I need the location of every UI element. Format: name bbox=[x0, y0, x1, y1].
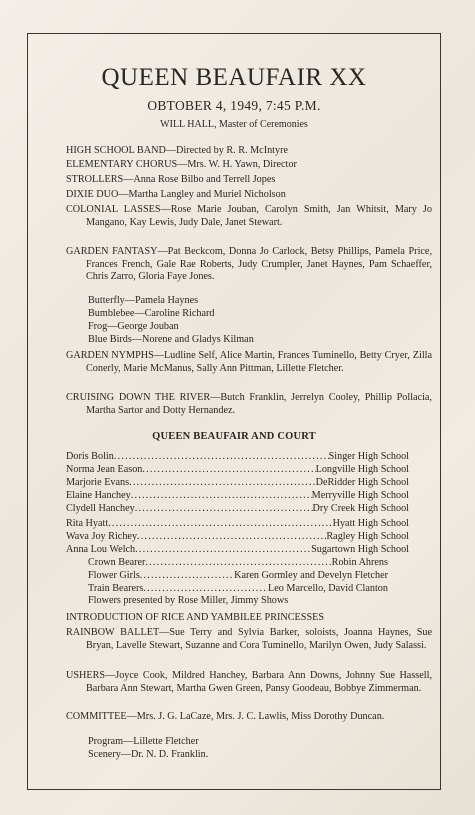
court-school: Ragley High School bbox=[326, 531, 409, 542]
court-name: Wava Joy Richey bbox=[66, 531, 138, 542]
program-item-rainbow-ballet: RAINBOW BALLET—Sue Terry and Sylvia Barker, soloists, Joanna Haynes, Sue Bryan, Lavelle Stewart, Suzanne and Cora Tuminello, Marilyn Owen, Judy Salassi. bbox=[66, 627, 432, 651]
program-item-garden-fantasy: GARDEN FANTASY—Pat Beckcom, Donna Jo Carlock, Betsy Phillips, Pamela Price, Frances French, Gale Rae Roberts, Judy Crumpler, Janet Haynes, Pam Schaeffer, Chris Zarro, Gloria Faye Jones. bbox=[66, 246, 432, 283]
ushers-list: USHERS—Joyce Cook, Mildred Hanchey, Barbara Ann Downs, Johnny Sue Hassell, Barbara Ann Stewart, Martha Gwen Green, Pansy Goodeau, Bobbye Zimmerman. bbox=[66, 670, 432, 694]
fantasy-role: Bumblebee—Caroline Richard bbox=[88, 308, 215, 319]
committee-list: COMMITTEE—Mrs. J. G. LaCaze, Mrs. J. C. Lawlis, Miss Dorothy Duncan. bbox=[66, 711, 385, 722]
event-date: OBTOBER 4, 1949, 7:45 P.M. bbox=[147, 98, 321, 113]
program-item-colonial-lasses: COLONIAL LASSES—Rose Marie Jouban, Carolyn Smith, Jan Whitsit, Mary Jo Mangano, Kay Lewis, Judy Dale, Janet Stewart. bbox=[66, 204, 432, 228]
program-item-chorus: ELEMENTARY CHORUS—Mrs. W. H. Yawn, Director bbox=[66, 159, 297, 170]
attendant-role: Crown Bearer bbox=[88, 557, 146, 568]
program-credit: Program—Lillette Fletcher bbox=[88, 736, 199, 747]
page-title: QUEEN BEAUFAIR XX bbox=[101, 64, 367, 91]
court-row bbox=[66, 518, 409, 531]
court-school: Longville High School bbox=[315, 464, 409, 475]
leader-dots bbox=[145, 557, 331, 570]
fantasy-role: Butterfly—Pamela Haynes bbox=[88, 295, 199, 306]
court-name: Norma Jean Eason bbox=[66, 464, 143, 475]
leader-dots bbox=[142, 464, 315, 477]
master-of-ceremonies: WILL HALL, Master of Ceremonies bbox=[160, 119, 308, 130]
flowers-presented: Flowers presented by Rose Miller, Jimmy Shows bbox=[88, 595, 289, 606]
program-item-band: HIGH SCHOOL BAND—Directed by R. R. McIntyre bbox=[66, 145, 289, 156]
court-name: Clydell Hanchey bbox=[66, 503, 135, 514]
attendant-role: Train Bearers bbox=[88, 583, 144, 594]
court-row bbox=[66, 503, 409, 516]
program-item-strollers: STROLLERS—Anna Rose Bilbo and Terrell Jopes bbox=[66, 174, 276, 185]
court-school: Singer High School bbox=[328, 451, 409, 462]
court-row bbox=[66, 477, 409, 490]
leader-dots bbox=[137, 531, 326, 544]
court-row bbox=[66, 531, 409, 544]
court-school: Dry Creek High School bbox=[312, 503, 409, 514]
leader-dots bbox=[140, 570, 234, 583]
court-row bbox=[66, 451, 409, 464]
attendant-row bbox=[88, 583, 388, 596]
attendant-role: Flower Girls bbox=[88, 570, 140, 581]
attendant-names: Karen Gormley and Develyn Fletcher bbox=[234, 570, 388, 581]
court-school: Hyatt High School bbox=[332, 518, 409, 529]
leader-dots bbox=[143, 583, 268, 596]
court-school: DeRidder High School bbox=[315, 477, 409, 488]
program-item-garden-nymphs: GARDEN NYMPHS—Ludline Self, Alice Martin, Frances Tuminello, Betty Cryer, Zilla Conerly, Marie McManus, Sally Ann Pittman, Lillette Fletcher. bbox=[66, 350, 432, 374]
attendant-names: Leo Marcello, David Clanton bbox=[268, 583, 388, 594]
leader-dots bbox=[129, 477, 316, 490]
introduction-line: INTRODUCTION OF RICE AND YAMBILEE PRINCESSES bbox=[66, 612, 325, 623]
attendant-row bbox=[88, 570, 388, 583]
scenery-credit: Scenery—Dr. N. D. Franklin. bbox=[88, 749, 209, 760]
leader-dots bbox=[108, 518, 332, 531]
attendant-names: Robin Ahrens bbox=[331, 557, 388, 568]
court-name: Rita Hyatt bbox=[66, 518, 109, 529]
leader-dots bbox=[135, 544, 311, 557]
court-name: Anna Lou Welch bbox=[66, 544, 136, 555]
fantasy-role: Frog—George Jouban bbox=[88, 321, 179, 332]
court-heading: QUEEN BEAUFAIR AND COURT bbox=[152, 431, 316, 442]
court-row bbox=[66, 464, 409, 477]
court-name: Marjorie Evans bbox=[66, 477, 130, 488]
fantasy-role: Blue Birds—Norene and Gladys Kilman bbox=[88, 334, 254, 345]
program-item-dixie-duo: DIXIE DUO—Martha Langley and Muriel Nicholson bbox=[66, 189, 286, 200]
court-name: Doris Bolin bbox=[66, 451, 114, 462]
program-item-cruising: CRUISING DOWN THE RIVER—Butch Franklin, Jerrelyn Cooley, Phillip Pollacia, Martha Sartor and Dotty Hernandez. bbox=[66, 392, 432, 416]
court-name: Elaine Hanchey bbox=[66, 490, 131, 501]
court-school: Sugartown High School bbox=[311, 544, 409, 555]
leader-dots bbox=[131, 490, 312, 503]
leader-dots bbox=[135, 503, 313, 516]
court-row bbox=[66, 544, 409, 557]
court-row bbox=[66, 490, 409, 503]
attendant-row bbox=[88, 557, 388, 570]
court-school: Merryville High School bbox=[311, 490, 409, 501]
leader-dots bbox=[114, 451, 329, 464]
